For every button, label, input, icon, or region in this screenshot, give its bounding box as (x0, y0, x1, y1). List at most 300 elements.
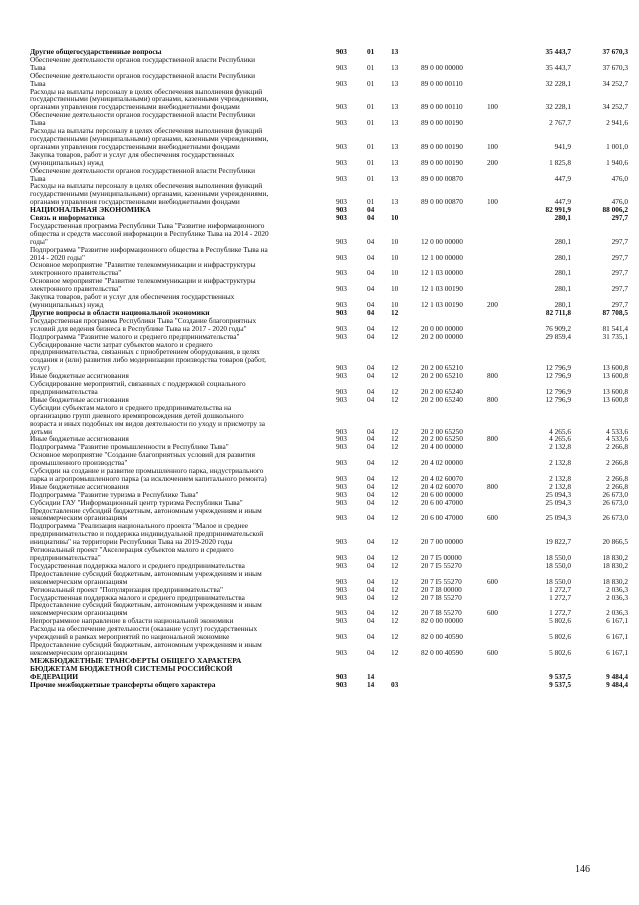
row-name: Основное мероприятие "Создание благоприятных условий для развития промышленного производства" (30, 450, 255, 468)
table-row (30, 206, 628, 214)
subsection-code: 12 (391, 584, 399, 594)
amount-2019: 5 802,6 (549, 647, 571, 657)
section-code: 04 (367, 560, 375, 570)
amount-2020: 26 673,0 (602, 489, 628, 499)
subsection-code: 12 (391, 434, 399, 444)
amount-2020: 297,7 (611, 236, 628, 246)
amount-2019: 2 132,8 (549, 481, 571, 491)
target-article-code: 89 0 00 00190 (421, 157, 463, 167)
section-code: 01 (367, 78, 375, 88)
section-code: 04 (367, 537, 375, 547)
amount-2020: 18 830,2 (602, 576, 628, 586)
target-article-code: 20 0 00 00000 (421, 323, 463, 333)
row-name: Подпрограмма "Развитие малого и среднего предпринимательства" (30, 331, 240, 341)
grbs-code: 903 (336, 62, 347, 72)
section-code: 04 (367, 473, 375, 483)
grbs-code: 903 (336, 632, 347, 642)
subsection-code: 10 (391, 284, 399, 294)
row-name: Другие общегосударственные вопросы (30, 47, 162, 56)
subsection-code: 12 (391, 473, 399, 483)
row-name: Закупка товаров, работ и услуг для обеспечения государственных (муниципальных) нужд (30, 292, 235, 309)
amount-2020: 2 036,3 (606, 592, 628, 602)
row-name: Обеспечение деятельности органов государственной власти Республики Тыва (30, 110, 256, 128)
row-name: Субсидии ГАУ "Информационный центр туризма Республики Тыва" (30, 497, 243, 507)
amount-2019: 447,9 (554, 173, 571, 183)
amount-2020: 297,7 (611, 252, 628, 262)
amount-2020: 13 600,8 (602, 371, 628, 381)
subsection-code: 13 (391, 62, 399, 72)
section-code: 04 (367, 592, 375, 602)
amount-2019: 12 796,9 (545, 394, 571, 404)
row-name: Предоставление субсидий бюджетным, автономным учреждениям и иным некоммерческим организациям (30, 639, 262, 657)
grbs-code: 903 (336, 616, 347, 626)
subsection-code: 13 (391, 118, 399, 128)
section-code: 04 (367, 386, 375, 396)
expense-type-code: 600 (487, 608, 498, 618)
target-article-code: 20 6 00 47000 (421, 497, 463, 507)
grbs-code: 903 (336, 307, 347, 317)
subsection-code: 12 (391, 426, 399, 436)
row-name: Субсидирование части затрат субъектов малого и среднего предпринимательства, связанных с приобретением оборудования, в целях создания и (или) развития либо модернизации производства товаров (работ, услуг) (30, 339, 267, 373)
row-name: Расходы на обеспечение деятельности (оказание услуг) государственных учреждений в рамках мероприятий по национальной экономике (30, 624, 258, 642)
grbs-code: 903 (336, 608, 347, 618)
amount-2020: 476,0 (611, 197, 628, 207)
target-article-code: 20 4 02 00000 (421, 458, 463, 468)
grbs-code: 903 (336, 141, 347, 151)
amount-2020: 2 036,3 (606, 584, 628, 594)
table-row (30, 681, 628, 689)
amount-2019: 82 711,8 (545, 307, 571, 317)
grbs-code: 903 (336, 268, 347, 278)
amount-2020: 6 167,1 (606, 616, 628, 626)
amount-2019: 25 094,3 (545, 489, 571, 499)
grbs-code: 903 (336, 671, 347, 681)
section-code: 14 (367, 679, 375, 689)
row-name: Иные бюджетные ассигнования (30, 394, 129, 404)
section-code: 04 (367, 371, 375, 381)
section-code: 01 (367, 197, 375, 207)
section-code: 04 (367, 647, 375, 657)
subsection-code: 12 (391, 513, 399, 523)
row-name: Непрограммное направление в области национальной экономики (30, 616, 234, 626)
target-article-code: 20 7 00 00000 (421, 537, 463, 547)
subsection-code: 10 (391, 300, 399, 309)
table-row (30, 570, 628, 586)
target-article-code: 12 1 03 00190 (421, 284, 463, 294)
amount-2019: 9 537,5 (549, 671, 571, 681)
row-name: Субсидии на создание и развитие промышленного парка, индустриального парка и агропромышленного парка (за исключением капитального ремонта) (30, 466, 267, 483)
target-article-code: 20 4 00 00000 (421, 442, 463, 452)
target-article-code: 12 1 03 00000 (421, 268, 463, 278)
section-code: 04 (367, 300, 375, 309)
row-name: Субсидии субъектам малого и среднего предпринимательства на организацию групп дневного времяпровождения детей дошкольного возраста и иных подобных им видов деятельности по уходу и присмотру за детьми (30, 402, 265, 436)
table-row (30, 222, 628, 246)
target-article-code: 20 7 I5 00000 (421, 553, 462, 562)
subsection-code: 12 (391, 394, 399, 404)
amount-2019: 1 272,7 (549, 608, 571, 618)
section-code: 04 (367, 553, 375, 562)
row-name: Прочие межбюджетные трансферты общего характера (30, 679, 216, 689)
amount-2019: 1 825,8 (549, 157, 571, 167)
amount-2020: 4 533,6 (606, 426, 628, 436)
grbs-code: 903 (336, 78, 347, 88)
subsection-code: 13 (391, 47, 399, 56)
section-code: 04 (367, 608, 375, 618)
section-code: 04 (367, 489, 375, 499)
grbs-code: 903 (336, 560, 347, 570)
target-article-code: 20 7 I8 55270 (421, 592, 462, 602)
amount-2019: 35 443,7 (545, 62, 571, 72)
amount-2019: 280,1 (554, 268, 571, 278)
subsection-code: 12 (391, 371, 399, 381)
section-code: 04 (367, 284, 375, 294)
grbs-code: 903 (336, 284, 347, 294)
amount-2019: 12 796,9 (545, 371, 571, 381)
subsection-code: 12 (391, 458, 399, 468)
section-code: 04 (367, 205, 375, 215)
table-row (30, 601, 628, 617)
row-name: Региональный проект "Популяризация предпринимательства" (30, 584, 223, 594)
grbs-code: 903 (336, 434, 347, 444)
table-row (30, 641, 628, 657)
target-article-code: 20 2 00 65210 (421, 363, 463, 373)
row-name: Государственная программа Республики Тыва "Создание благоприятных условий для ведения бизнеса в Республике Тыва на 2017 - 2020 годы" (30, 315, 257, 333)
table-row (30, 293, 628, 309)
amount-2020: 34 252,7 (602, 102, 628, 112)
grbs-code: 903 (336, 331, 347, 341)
row-name: Подпрограмма "Реализация национального проекта "Малое и среднее предпринимательство и поддержка индивидуальной предпринимательской инициативы" на территории Республики Тыва на 2019-2020 годы (30, 521, 264, 547)
target-article-code: 20 2 00 65210 (421, 371, 463, 381)
amount-2020: 13 600,8 (602, 386, 628, 396)
grbs-code: 903 (336, 47, 347, 56)
target-article-code: 20 4 02 60070 (421, 473, 463, 483)
expense-type-code: 800 (487, 371, 498, 381)
table-row (30, 657, 628, 681)
target-article-code: 20 2 00 65250 (421, 426, 463, 436)
expense-type-code: 800 (487, 481, 498, 491)
row-name: Обеспечение деятельности органов государственной власти Республики Тыва (30, 165, 256, 183)
row-name: Субсидирование мероприятий, связанных с поддержкой социального предпринимательства (30, 379, 246, 396)
expense-type-code: 100 (487, 197, 498, 207)
section-code: 01 (367, 173, 375, 183)
row-name: Закупка товаров, работ и услуг для обеспечения государственных (муниципальных) нужд (30, 149, 235, 167)
row-name: Предоставление субсидий бюджетным, автономным учреждениям и иным некоммерческим организациям (30, 568, 262, 586)
section-code: 04 (367, 481, 375, 491)
expense-type-code: 600 (487, 513, 498, 523)
amount-2019: 280,1 (554, 300, 571, 309)
section-code: 01 (367, 62, 375, 72)
row-name: Государственная программа Республики Тыва "Развитие информационного общества и средств массовой информации в Республике Тыва на 2014 - 2020 годы" (30, 220, 269, 246)
grbs-code: 903 (336, 489, 347, 499)
grbs-code: 903 (336, 252, 347, 262)
expense-type-code: 600 (487, 576, 498, 586)
amount-2020: 2 941,6 (606, 118, 628, 128)
subsection-code: 12 (391, 323, 399, 333)
amount-2020: 2 266,8 (606, 442, 628, 452)
amount-2019: 76 909,2 (545, 323, 571, 333)
target-article-code: 20 2 00 00000 (421, 331, 463, 341)
grbs-code: 903 (336, 426, 347, 436)
amount-2020: 476,0 (611, 173, 628, 183)
row-name: Подпрограмма "Развитие промышленности в Республике Тыва" (30, 442, 229, 452)
amount-2020: 26 673,0 (602, 513, 628, 523)
grbs-code: 903 (336, 497, 347, 507)
table-row (30, 380, 628, 396)
table-row (30, 261, 628, 277)
row-name: Предоставление субсидий бюджетным, автономным учреждениям и иным некоммерческим организациям (30, 505, 262, 523)
table-row (30, 88, 628, 112)
target-article-code: 20 7 I5 55270 (421, 576, 462, 586)
amount-2019: 2 132,8 (549, 442, 571, 452)
amount-2019: 25 094,3 (545, 497, 571, 507)
subsection-code: 12 (391, 489, 399, 499)
expense-type-code: 200 (487, 157, 498, 167)
target-article-code: 20 2 00 65250 (421, 434, 463, 444)
row-name: Основное мероприятие "Развитие телекоммуникации и инфраструктуры электронного правительства" (30, 276, 256, 294)
table-row (30, 451, 628, 467)
section-code: 04 (367, 434, 375, 444)
section-code: 04 (367, 576, 375, 586)
amount-2020: 6 167,1 (606, 632, 628, 642)
subsection-code: 12 (391, 497, 399, 507)
section-code: 01 (367, 118, 375, 128)
amount-2019: 18 550,0 (545, 576, 571, 586)
subsection-code: 12 (391, 537, 399, 547)
target-article-code: 12 0 00 00000 (421, 236, 463, 246)
row-name: Региональный проект "Акселерация субъектов малого и среднего предпринимательства" (30, 545, 234, 562)
amount-2020: 34 252,7 (602, 78, 628, 88)
row-name: Подпрограмма "Развитие информационного общества в Республике Тыва на 2014 - 2020 годы" (30, 244, 268, 262)
grbs-code: 903 (336, 157, 347, 167)
expense-type-code: 100 (487, 102, 498, 112)
amount-2019: 19 822,7 (545, 537, 571, 547)
grbs-code: 903 (336, 173, 347, 183)
grbs-code: 903 (336, 300, 347, 309)
amount-2020: 1 940,6 (606, 157, 628, 167)
table-row (30, 72, 628, 88)
table-row (30, 317, 628, 333)
section-code: 14 (367, 671, 375, 681)
amount-2019: 280,1 (554, 213, 571, 223)
expense-type-code: 100 (487, 141, 498, 151)
amount-2019: 941,9 (554, 141, 571, 151)
amount-2020: 2 266,8 (606, 458, 628, 468)
subsection-code: 12 (391, 307, 399, 317)
target-article-code: 89 0 00 00110 (421, 102, 463, 112)
target-article-code: 89 0 00 00870 (421, 197, 463, 207)
row-name: Расходы на выплаты персоналу в целях обеспечения выполнения функций государственными (муниципальными) органами, казенными учреждениями, органами управления государственными внебюджетными фондами (30, 86, 269, 112)
table-row (30, 182, 628, 206)
section-code: 04 (367, 497, 375, 507)
amount-2020: 13 600,8 (602, 363, 628, 373)
target-article-code: 20 6 00 00000 (421, 489, 463, 499)
table-row (30, 277, 628, 293)
target-article-code: 89 0 00 00000 (421, 62, 463, 72)
subsection-code: 12 (391, 616, 399, 626)
row-name: НАЦИОНАЛЬНАЯ ЭКОНОМИКА (30, 205, 151, 215)
section-code: 04 (367, 394, 375, 404)
grbs-code: 903 (336, 323, 347, 333)
amount-2019: 82 991,9 (545, 205, 571, 215)
amount-2019: 18 550,0 (545, 560, 571, 570)
amount-2020: 20 866,5 (602, 537, 628, 547)
amount-2019: 280,1 (554, 284, 571, 294)
amount-2019: 32 228,1 (545, 102, 571, 112)
row-name: Иные бюджетные ассигнования (30, 434, 129, 444)
subsection-code: 10 (391, 236, 399, 246)
amount-2019: 2 132,8 (549, 458, 571, 468)
grbs-code: 903 (336, 363, 347, 373)
section-code: 04 (367, 213, 375, 223)
grbs-code: 903 (336, 442, 347, 452)
page-number: 146 (575, 864, 590, 875)
row-name: Расходы на выплаты персоналу в целях обеспечения выполнения функций государственными (муниципальными) органами, казенными учреждениями, органами управления государственными внебюджетными фондами (30, 181, 269, 207)
amount-2019: 25 094,3 (545, 513, 571, 523)
amount-2020: 13 600,8 (602, 394, 628, 404)
table-row (30, 56, 628, 72)
grbs-code: 903 (336, 205, 347, 215)
grbs-code: 903 (336, 553, 347, 562)
subsection-code: 12 (391, 553, 399, 562)
amount-2019: 2 767,7 (549, 118, 571, 128)
amount-2019: 280,1 (554, 236, 571, 246)
grbs-code: 903 (336, 118, 347, 128)
section-code: 04 (367, 616, 375, 626)
amount-2020: 9 484,4 (606, 671, 628, 681)
row-name: МЕЖБЮДЖЕТНЫЕ ТРАНСФЕРТЫ ОБЩЕГО ХАРАКТЕРА БЮДЖЕТАМ БЮДЖЕТНОЙ СИСТЕМЫ РОССИЙСКОЙ ФЕДЕРАЦИИ (30, 655, 242, 681)
subsection-code: 12 (391, 632, 399, 642)
section-code: 04 (367, 323, 375, 333)
target-article-code: 20 4 02 60070 (421, 481, 463, 491)
section-code: 04 (367, 632, 375, 642)
section-code: 04 (367, 236, 375, 246)
amount-2019: 5 802,6 (549, 616, 571, 626)
amount-2019: 12 796,9 (545, 386, 571, 396)
subsection-code: 12 (391, 647, 399, 657)
amount-2020: 88 006,2 (602, 205, 628, 215)
subsection-code: 12 (391, 442, 399, 452)
budget-table (30, 48, 628, 688)
row-name: Государственная поддержка малого и среднего предпринимательства (30, 560, 245, 570)
amount-2020: 87 708,5 (602, 307, 628, 317)
grbs-code: 903 (336, 679, 347, 689)
amount-2020: 31 735,1 (602, 331, 628, 341)
grbs-code: 903 (336, 213, 347, 223)
subsection-code: 12 (391, 481, 399, 491)
amount-2020: 2 036,3 (606, 608, 628, 618)
section-code: 04 (367, 458, 375, 468)
subsection-code: 12 (391, 386, 399, 396)
amount-2020: 81 541,4 (602, 323, 628, 333)
subsection-code: 13 (391, 78, 399, 88)
amount-2019: 18 550,0 (545, 553, 571, 562)
row-name: Другие вопросы в области национальной экономики (30, 307, 210, 317)
section-code: 04 (367, 442, 375, 452)
amount-2020: 297,7 (611, 300, 628, 309)
amount-2020: 18 830,2 (602, 560, 628, 570)
row-name: Обеспечение деятельности органов государственной власти Республики Тыва (30, 54, 256, 72)
amount-2019: 1 272,7 (549, 584, 571, 594)
amount-2020: 18 830,2 (602, 553, 628, 562)
amount-2020: 6 167,1 (606, 647, 628, 657)
grbs-code: 903 (336, 576, 347, 586)
grbs-code: 903 (336, 473, 347, 483)
section-code: 04 (367, 363, 375, 373)
grbs-code: 903 (336, 102, 347, 112)
table-row (30, 111, 628, 127)
target-article-code: 20 7 I8 00000 (421, 584, 462, 594)
subsection-code: 10 (391, 252, 399, 262)
row-name: Основное мероприятие "Развитие телекоммуникации и инфраструктуры электронного правительства" (30, 260, 256, 278)
subsection-code: 13 (391, 173, 399, 183)
grbs-code: 903 (336, 481, 347, 491)
amount-2020: 297,7 (611, 268, 628, 278)
table-row (30, 151, 628, 167)
target-article-code: 20 7 I5 55270 (421, 560, 462, 570)
row-name: Подпрограмма "Развитие туризма в Республике Тыва" (30, 489, 199, 499)
target-article-code: 12 1 03 00190 (421, 300, 463, 309)
section-code: 04 (367, 268, 375, 278)
subsection-code: 03 (391, 679, 399, 689)
section-code: 01 (367, 47, 375, 56)
target-article-code: 20 2 00 65240 (421, 386, 463, 396)
subsection-code: 12 (391, 363, 399, 373)
amount-2019: 35 443,7 (545, 47, 571, 56)
subsection-code: 12 (391, 560, 399, 570)
amount-2019: 2 132,8 (549, 473, 571, 483)
grbs-code: 903 (336, 584, 347, 594)
section-code: 04 (367, 331, 375, 341)
grbs-code: 903 (336, 236, 347, 246)
target-article-code: 82 0 00 40590 (421, 632, 463, 642)
subsection-code: 12 (391, 576, 399, 586)
amount-2020: 9 484,4 (606, 679, 628, 689)
table-row (30, 546, 628, 562)
table-row (30, 467, 628, 483)
grbs-code: 903 (336, 394, 347, 404)
table-row (30, 167, 628, 183)
grbs-code: 903 (336, 458, 347, 468)
amount-2019: 4 265,6 (549, 426, 571, 436)
subsection-code: 13 (391, 197, 399, 207)
grbs-code: 903 (336, 197, 347, 207)
row-name: Связь и информатика (30, 213, 105, 223)
amount-2019: 29 859,4 (545, 331, 571, 341)
target-article-code: 82 0 00 00000 (421, 616, 463, 626)
table-row (30, 127, 628, 151)
table-row (30, 507, 628, 523)
section-code: 01 (367, 141, 375, 151)
section-code: 04 (367, 513, 375, 523)
table-row (30, 341, 628, 373)
target-article-code: 20 7 I8 55270 (421, 608, 462, 618)
expense-type-code: 800 (487, 394, 498, 404)
subsection-code: 13 (391, 157, 399, 167)
expense-type-code: 800 (487, 434, 498, 444)
subsection-code: 13 (391, 141, 399, 151)
amount-2020: 1 001,0 (606, 141, 628, 151)
target-article-code: 89 0 00 00870 (421, 173, 463, 183)
amount-2019: 1 272,7 (549, 592, 571, 602)
section-code: 04 (367, 426, 375, 436)
amount-2020: 2 266,8 (606, 473, 628, 483)
section-code: 04 (367, 307, 375, 317)
amount-2020: 297,7 (611, 284, 628, 294)
subsection-code: 10 (391, 268, 399, 278)
grbs-code: 903 (336, 537, 347, 547)
target-article-code: 89 0 00 00110 (421, 78, 463, 88)
amount-2019: 12 796,9 (545, 363, 571, 373)
